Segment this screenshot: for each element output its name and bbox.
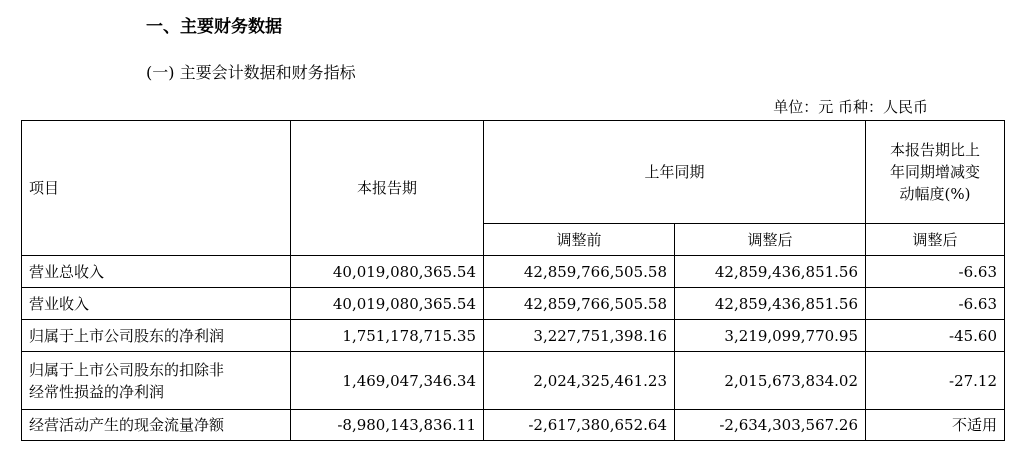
cell-current: 40,019,080,365.54	[291, 256, 484, 288]
row-label: 归属于上市公司股东的净利润	[22, 320, 291, 352]
header-prior-year-period: 上年同期	[484, 121, 866, 224]
cell-change: -45.60	[866, 320, 1005, 352]
cell-change: 不适用	[866, 410, 1005, 441]
cell-before: 42,859,766,505.58	[484, 256, 675, 288]
cell-after: 2,015,673,834.02	[675, 352, 866, 410]
section-heading: 一、主要财务数据	[146, 17, 282, 37]
table-row	[22, 288, 1005, 320]
cell-before: 42,859,766,505.58	[484, 288, 675, 320]
cell-current: 40,019,080,365.54	[291, 288, 484, 320]
cell-before: 2,024,325,461.23	[484, 352, 675, 410]
cell-before: 3,227,751,398.16	[484, 320, 675, 352]
header-change-line: 年同期增减变	[890, 163, 981, 181]
table-row	[22, 352, 1005, 410]
table-row	[22, 320, 1005, 352]
row-label	[22, 352, 291, 410]
header-change-percent	[866, 121, 1005, 224]
cell-change: -27.12	[866, 352, 1005, 410]
table-row	[22, 256, 1005, 288]
cell-current: 1,751,178,715.35	[291, 320, 484, 352]
row-label-line: 归属于上市公司股东的扣除非	[29, 360, 225, 379]
cell-after: 42,859,436,851.56	[675, 256, 866, 288]
cell-after: 3,219,099,770.95	[675, 320, 866, 352]
cell-after: -2,634,303,567.26	[675, 410, 866, 441]
unit-currency-note: 单位：元 币种：人民币	[773, 98, 928, 116]
header-after-adjustment: 调整后	[675, 224, 866, 256]
cell-change: -6.63	[866, 288, 1005, 320]
cell-after: 42,859,436,851.56	[675, 288, 866, 320]
header-item: 项目	[22, 121, 291, 256]
row-label: 营业收入	[22, 288, 291, 320]
header-change-line: 本报告期比上	[890, 141, 981, 159]
header-current-period: 本报告期	[291, 121, 484, 256]
table-header-row	[22, 121, 1005, 224]
table-row	[22, 410, 1005, 441]
header-before-adjustment: 调整前	[484, 224, 675, 256]
subsection-heading: (一) 主要会计数据和财务指标	[146, 63, 356, 82]
row-label-line: 经常性损益的净利润	[29, 382, 165, 401]
header-change-line: 动幅度(%)	[899, 185, 971, 203]
row-label: 经营活动产生的现金流量净额	[22, 410, 291, 441]
cell-current: 1,469,047,346.34	[291, 352, 484, 410]
cell-before: -2,617,380,652.64	[484, 410, 675, 441]
cell-current: -8,980,143,836.11	[291, 410, 484, 441]
header-change-after-adjustment: 调整后	[866, 224, 1005, 256]
financial-data-table	[21, 120, 1005, 441]
cell-change: -6.63	[866, 256, 1005, 288]
row-label: 营业总收入	[22, 256, 291, 288]
